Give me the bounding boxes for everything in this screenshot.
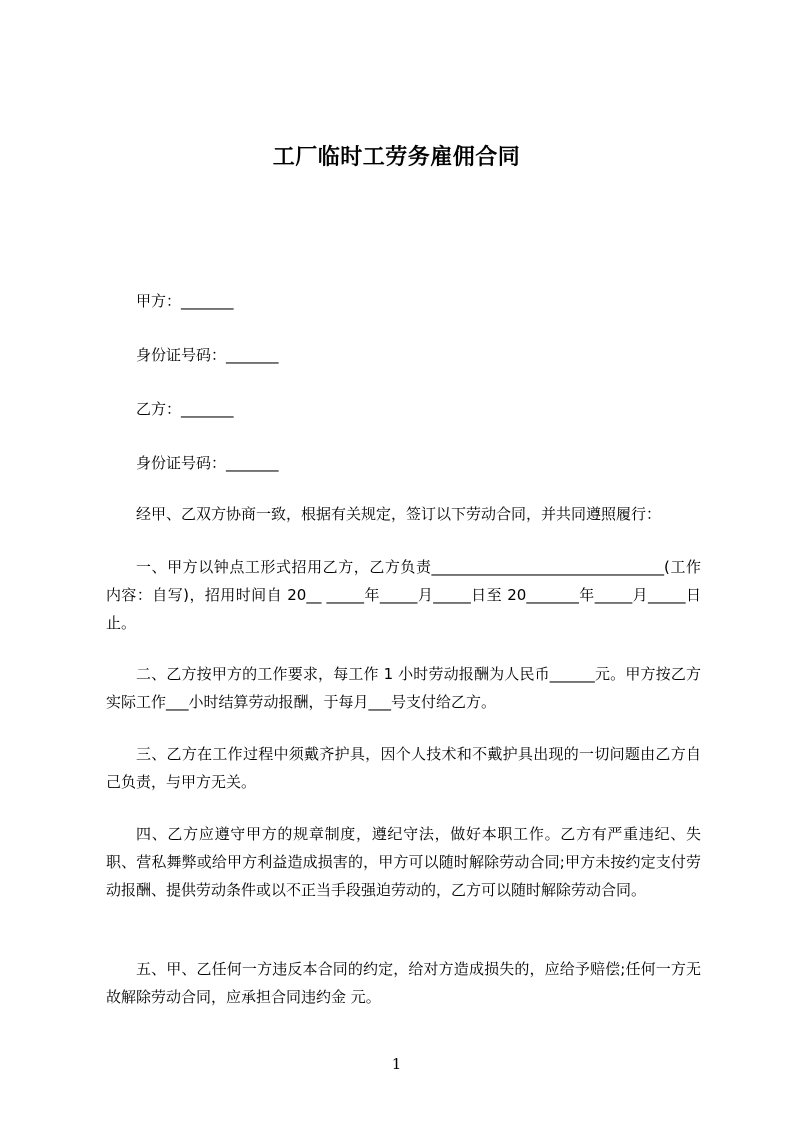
- clause-5: 五、甲、乙任何一方违反本合同的约定，给对方造成损失的，应给予赔偿;任何一方无故解除劳动合同，应承担合同违约金 元。: [106, 960, 701, 1006]
- party-b-field: 乙方：_______: [136, 400, 234, 418]
- party-a-field: 甲方：_______: [136, 292, 234, 310]
- clause-2: 二、乙方按甲方的工作要求，每工作 1 小时劳动报酬为人民币______元。甲方按乙方实际工作___小时结算劳动报酬，于每月___号支付给乙方。: [106, 665, 701, 711]
- party-b-id-field: 身份证号码：_______: [136, 454, 279, 472]
- clause-4: 四、乙方应遵守甲方的规章制度，遵纪守法，做好本职工作。乙方有严重违纪、失职、营私舞弊或给甲方利益造成损害的，甲方可以随时解除劳动合同;甲方未按约定支付劳动报酬、提供劳动条件或以不正当手段强迫劳动的，乙方可以随时解除劳动合同。: [106, 825, 701, 899]
- party-a-id-field: 身份证号码：_______: [136, 346, 279, 364]
- document-title: 工厂临时工劳务雇佣合同: [272, 145, 521, 170]
- clause-1: 一、甲方以钟点工形式招用乙方，乙方负责_______________________________(工作内容：自写)，招用时间自 20__ _____年_____月_____日至 20_______年_____月_____日止。: [106, 558, 701, 632]
- clause-3: 三、乙方在工作过程中须戴齐护具，因个人技术和不戴护具出现的一切问题由乙方自己负责，与甲方无关。: [106, 745, 701, 791]
- page-number: 1: [391, 1055, 402, 1073]
- intro-paragraph: 经甲、乙双方协商一致，根据有关规定，签订以下劳动合同，并共同遵照履行：: [136, 505, 662, 523]
